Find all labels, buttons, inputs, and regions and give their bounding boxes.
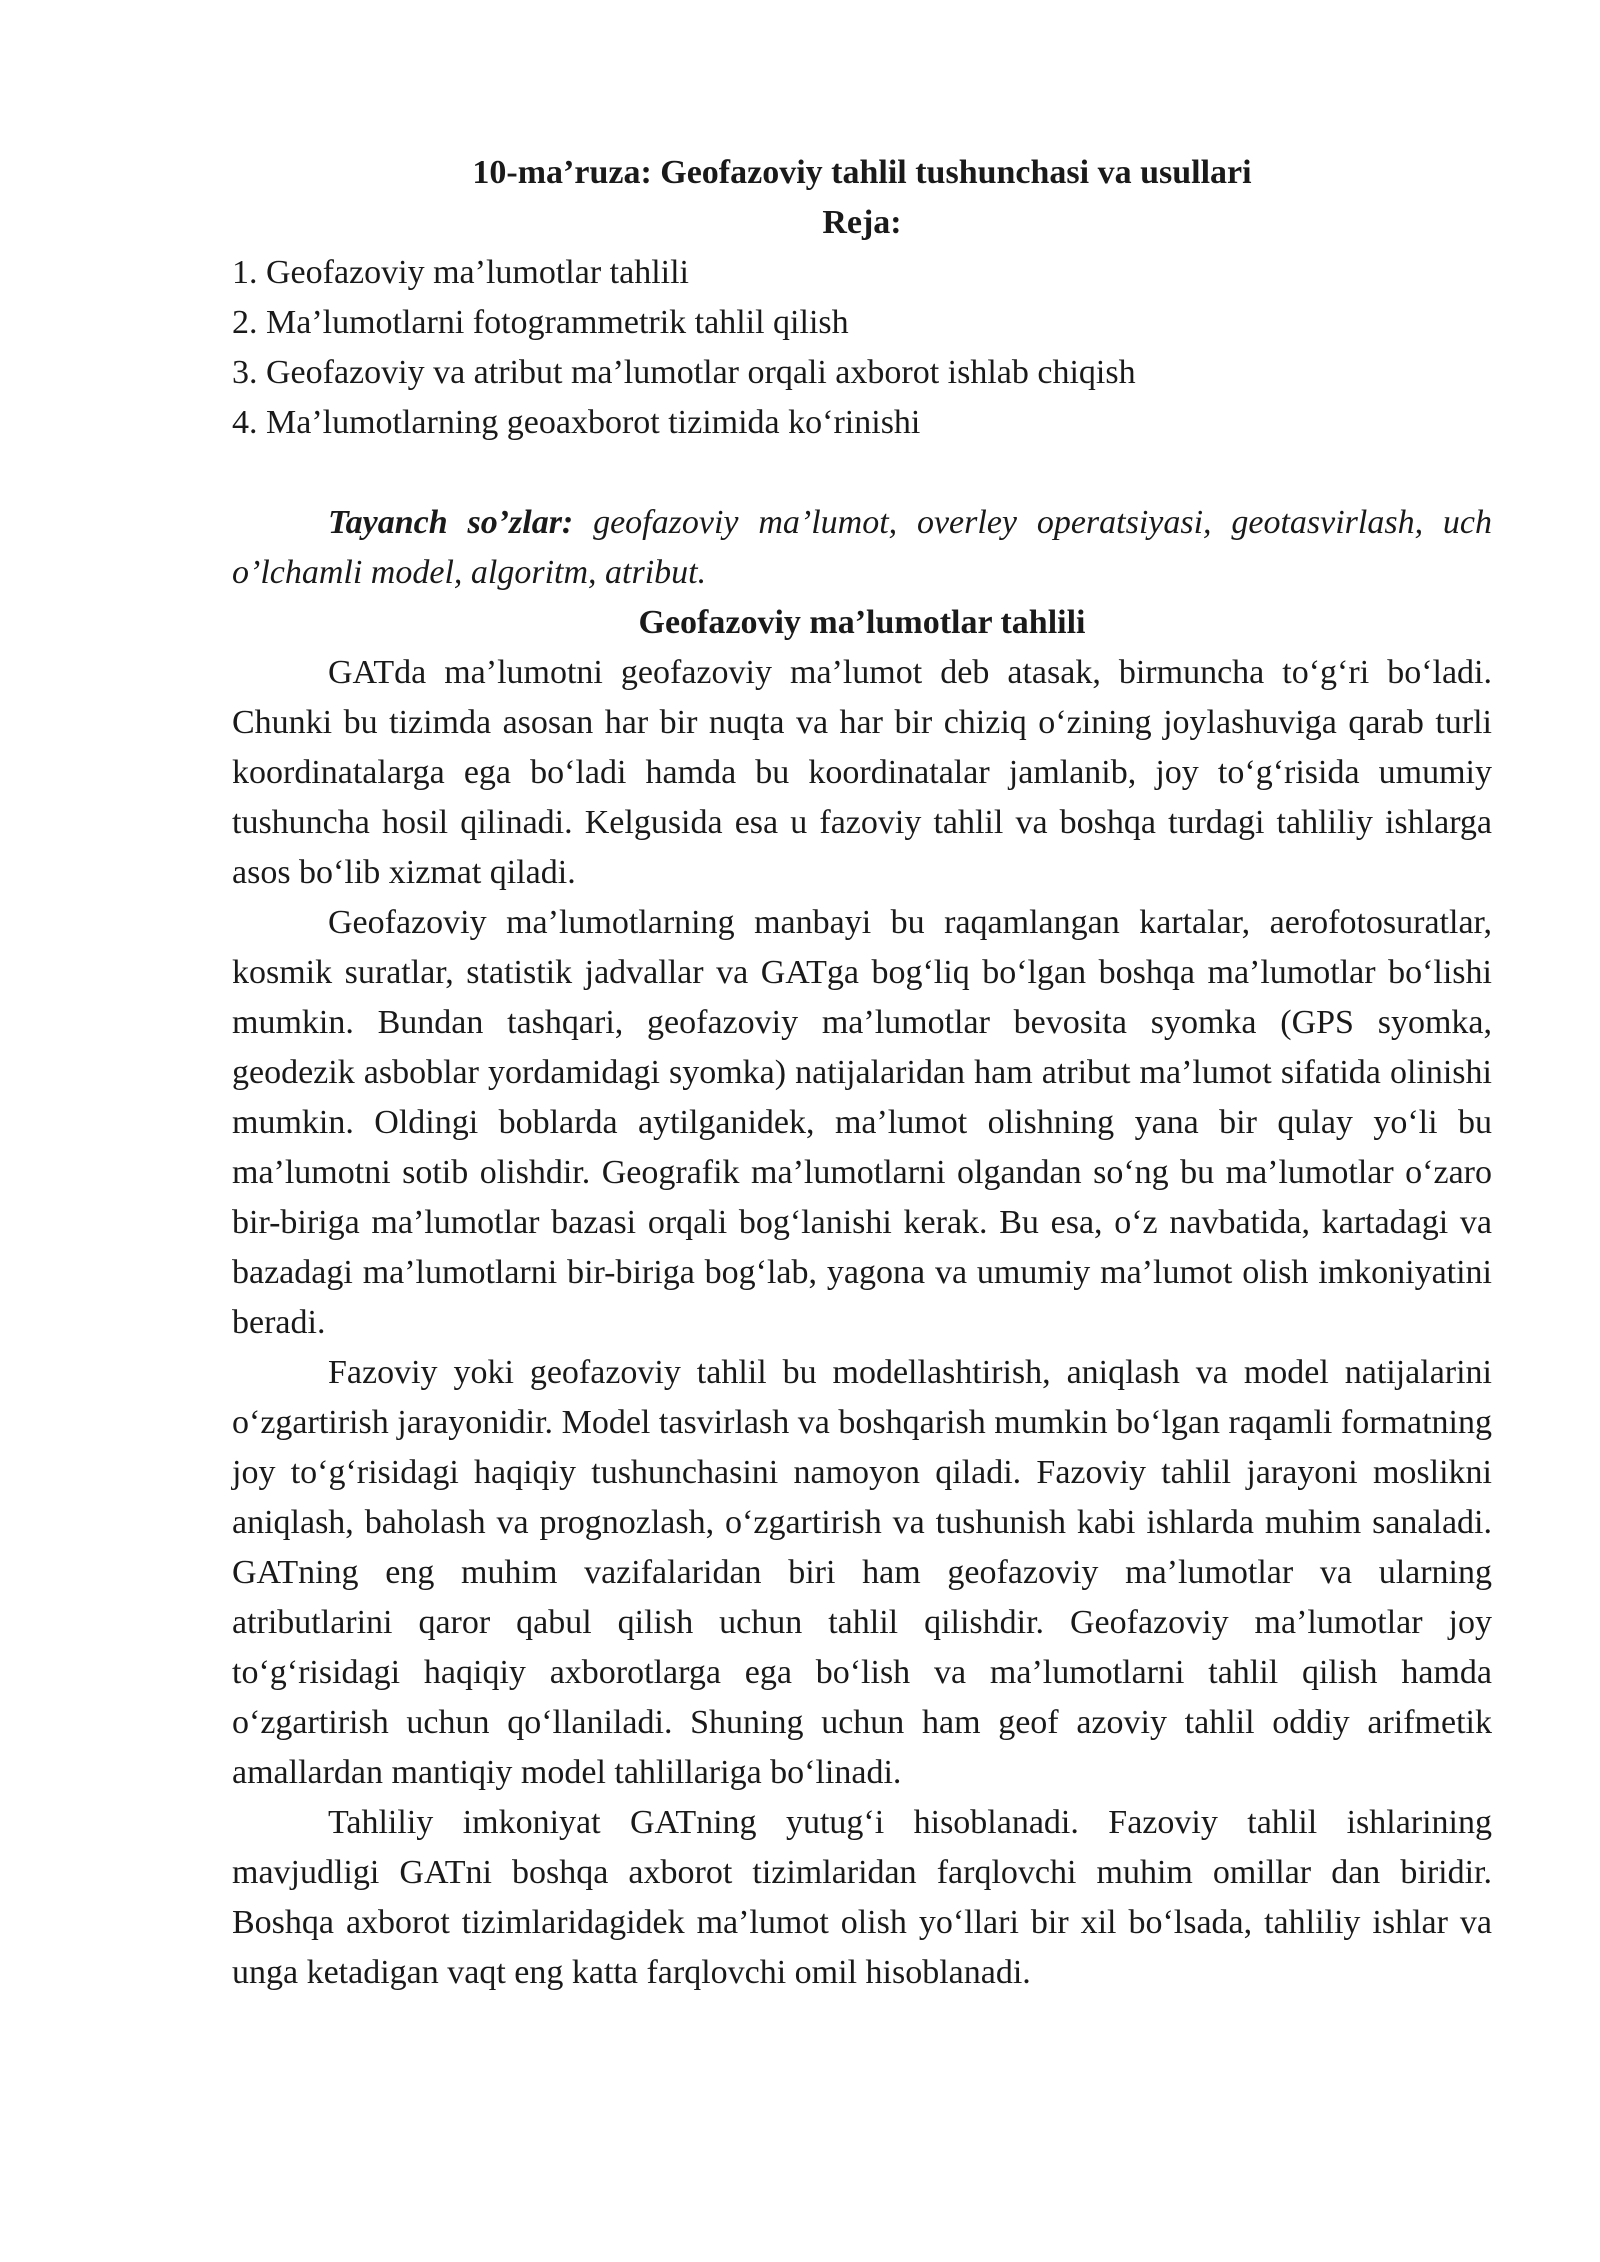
plan-item: 3. Geofazoviy va atribut ma’lumotlar orqali axborot ishlab chiqish (232, 354, 1136, 391)
body-paragraph: Geofazoviy ma’lumotlarning manbayi bu raqamlangan kartalar, aerofotosuratlar, kosmik suratlar, statistik jadvallar va GATga bog‘liq bo‘lgan boshqa ma’lumotlar bo‘lishi mumkin. Bundan tashqari, geofazoviy ma’lumotlar bevosita syomka (GPS syomka, geodezik asboblar yordamidagi syomka) natijalaridan ham atribut ma’lumot sifatida olinishi mumkin. Oldingi boblarda aytilganidek, ma’lumot olishning yana bir qulay yo‘li bu ma’lumotni sotib olishdir. Geografik ma’lumotlarni olgandan so‘ng bu ma’lumotlar o‘zaro bir-biriga ma’lumotlar bazasi orqali bog‘lanishi kerak. Bu esa, o‘z navbatida, kartadagi va bazadagi ma’lumotlarni bir-biriga bog‘lab, yagona va umumiy ma’lumot olish imkoniyatini beradi. (232, 904, 1492, 1341)
keywords-paragraph (232, 498, 1492, 598)
plan-heading: Reja: (822, 204, 902, 241)
keywords-label: Tayanch so’zlar: (328, 504, 574, 541)
body-paragraph: Tahliliy imkoniyat GATning yutug‘i hisoblanadi. Fazoviy tahlil ishlarining mavjudligi GATni boshqa axborot tizimlaridan farqlovchi muhim omillar dan biridir. Boshqa axborot tizimlaridagidek ma’lumot olish yo‘llari bir xil bo‘lsada, tahliliy ishlar va unga ketadigan vaqt eng katta farqlovchi omil hisoblanadi. (232, 1804, 1492, 1991)
lecture-title: 10-ma’ruza: Geofazoviy tahlil tushunchasi va usullari (472, 154, 1252, 191)
section-heading: Geofazoviy ma’lumotlar tahlili (638, 604, 1086, 641)
body-paragraph: Fazoviy yoki geofazoviy tahlil bu modellashtirish, aniqlash va model natijalarini o‘zgartirish jarayonidir. Model tasvirlash va boshqarish mumkin bo‘lgan raqamli formatning joy to‘g‘risidagi haqiqiy tushunchasini namoyon qiladi. Fazoviy tahlil jarayoni moslikni aniqlash, baholash va prognozlash, o‘zgartirish va tushunish kabi ishlarda muhim sanaladi. GATning eng muhim vazifalaridan biri ham geofazoviy ma’lumotlar va ularning atributlarini qaror qabul qilish uchun tahlil qilishdir. Geofazoviy ma’lumotlar joy to‘g‘risidagi haqiqiy axborotlarga ega bo‘lish va ma’lumotlarni tahlil qilish hamda o‘zgartirish uchun qo‘llaniladi. Shuning uchun ham geof azoviy tahlil oddiy arifmetik amallardan mantiqiy model tahlillariga bo‘linadi. (232, 1354, 1492, 1791)
keywords-text: geofazoviy ma’lumot, overley operatsiyasi, geotasvirlash, uch o’lchamli model, algoritm, atribut. (232, 504, 1493, 591)
body-paragraph: GATda ma’lumotni geofazoviy ma’lumot deb atasak, birmuncha to‘g‘ri bo‘ladi. Chunki bu tizimda asosan har bir nuqta va har bir chiziq o‘zining joylashuviga qarab turli koordinatalarga ega bo‘ladi hamda bu koordinatalar jamlanib, joy to‘g‘risida umumiy tushuncha hosil qilinadi. Kelgusida esa u fazoviy tahlil va boshqa turdagi tahliliy ishlarga asos bo‘lib xizmat qiladi. (232, 654, 1492, 891)
plan-item: 1. Geofazoviy ma’lumotlar tahlili (232, 254, 689, 291)
spacer (232, 448, 1492, 498)
plan-list (232, 248, 1492, 448)
document-page (232, 148, 1492, 1998)
plan-item: 4. Ma’lumotlarning geoaxborot tizimida ko‘rinishi (232, 404, 921, 441)
plan-item: 2. Ma’lumotlarni fotogrammetrik tahlil qilish (232, 304, 849, 341)
